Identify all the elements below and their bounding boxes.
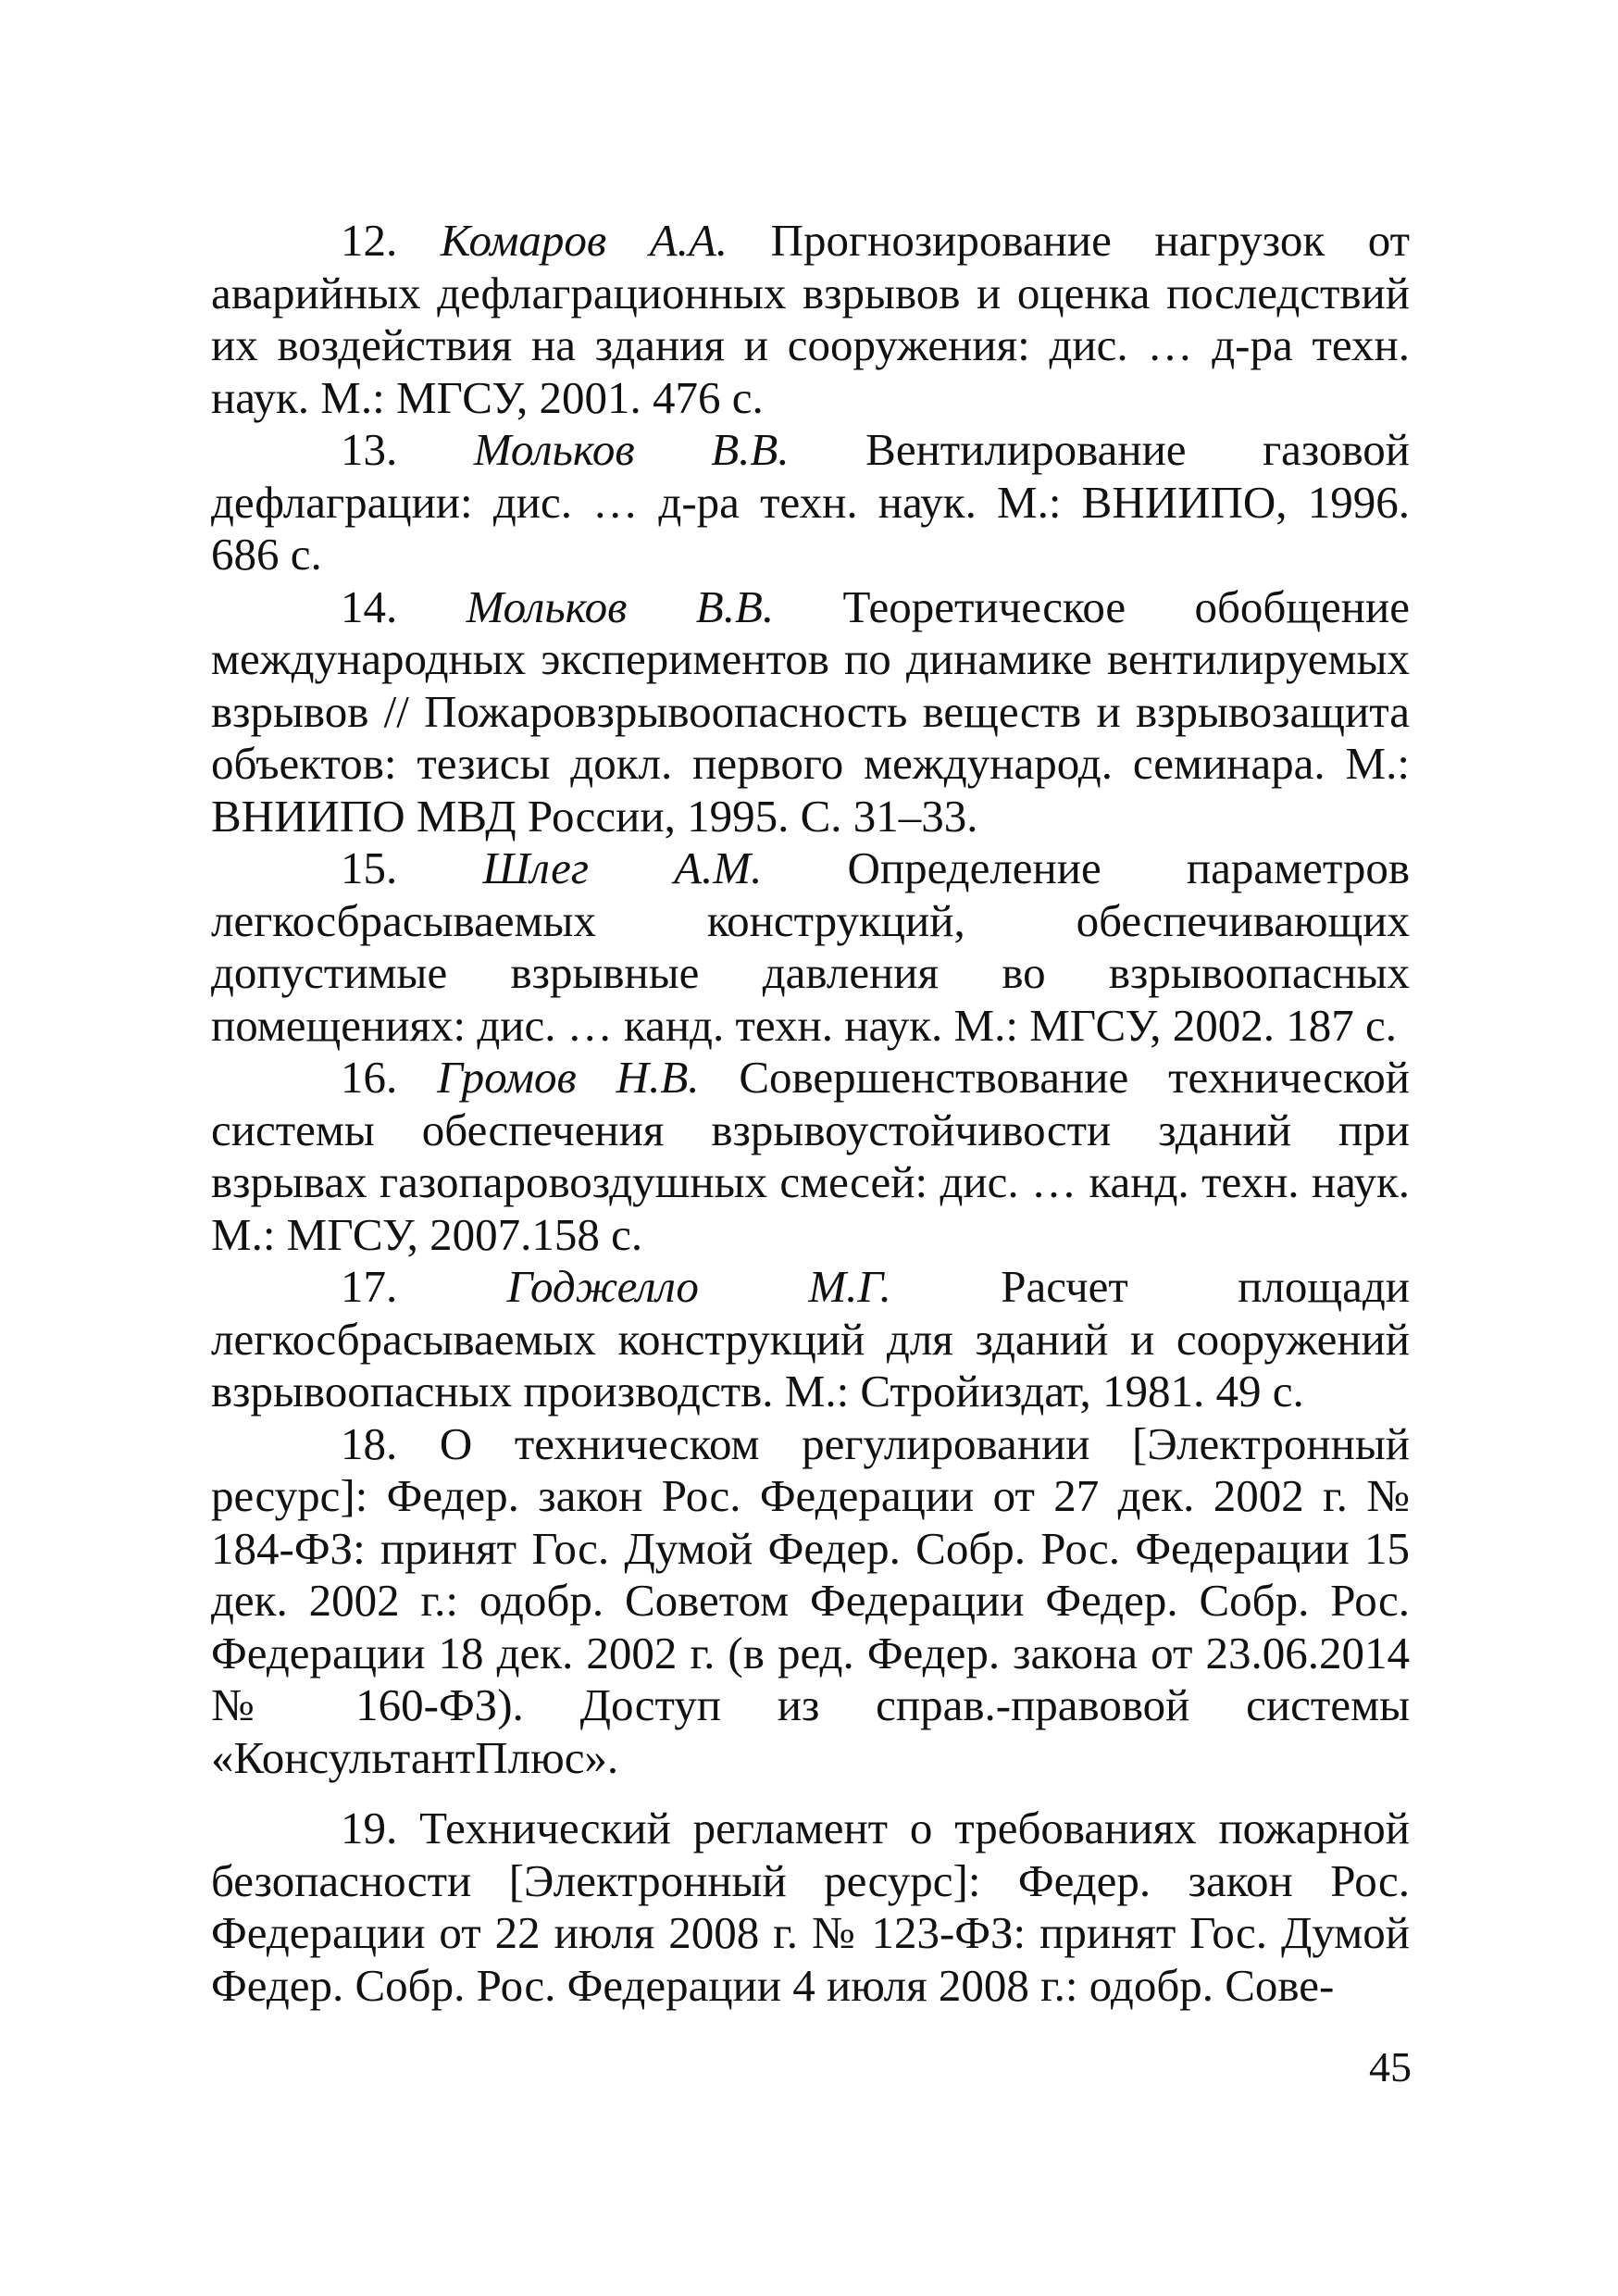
reference-item-14 — [211, 581, 1410, 843]
reference-text: Определение параметров легкосбрасываемых конструкций, обеспечивающих допустимые взрывные давления во взрывоопасных помещениях: дис. … канд. техн. наук. М.: МГСУ, 2002. 187 с. — [211, 842, 1411, 1051]
reference-number: 14. — [341, 580, 398, 632]
reference-number: 16. — [341, 1052, 398, 1103]
reference-text: Прогнозирование нагрузок от аварийных дефлаграционных взрывов и оценка последствий их воздействия на здания и сооружения: дис. … д-ра техн. наук. М.: МГСУ, 2001. 476 с. — [211, 215, 1410, 423]
reference-number: 15. — [341, 842, 398, 893]
reference-item-15 — [211, 842, 1410, 1052]
reference-number: 18. — [341, 1417, 398, 1469]
reference-number: 13. — [341, 424, 398, 475]
reference-author: Комаров А.А. — [440, 215, 728, 266]
reference-item-17 — [211, 1261, 1410, 1418]
reference-text: О техническом регулировании [Электронный ресурс]: Федер. закон Рос. Федерации от 27 дек. 2002 г. № 184-ФЗ: принят Гос. Думой Федер. Собр. Рос. Федерации 15 дек. 2002 г.: одобр. Советом Федерации Федер. Собр. Рос. Федерации 18 дек. 2002 г. (в ред. Федер. закона от 23.06.2014 № 160-ФЗ). Доступ из справ.-правовой системы «КонсультантПлюс». — [211, 1417, 1411, 1783]
reference-item-12 — [211, 215, 1410, 424]
page-number: 45 — [1369, 2043, 1412, 2090]
reference-item-13 — [211, 424, 1410, 581]
reference-item-19 — [211, 1803, 1410, 2012]
reference-text: Технический регламент о требованиях пожарной безопасности [Электронный ресурс]: Федер. закон Рос. Федерации от 22 июля 2008 г. № 123-ФЗ: принят Гос. Думой Федер. Собр. Рос. Федерации 4 июля 2008 г.: одобр. Сове- — [211, 1803, 1411, 2011]
reference-text: Теоретическое обобщение международных экспериментов по динамике вентилируемых взрывов // Пожаровзрывоопасность веществ и взрывозащита объектов: тезисы докл. первого международ. семинара. М.: ВНИИПО МВД России, 1995. С. 31–33. — [211, 580, 1411, 842]
reference-number: 17. — [341, 1261, 398, 1312]
reference-item-16 — [211, 1052, 1410, 1261]
reference-text: Расчет площади легкосбрасываемых конструкций для зданий и сооружений взрывоопасных производств. М.: Стройиздат, 1981. 49 с. — [211, 1261, 1411, 1416]
reference-author: Мольков В.В. — [473, 424, 790, 475]
reference-list — [211, 215, 1410, 2012]
reference-item-18 — [211, 1418, 1410, 1785]
reference-author: Шлег А.М. — [482, 842, 763, 893]
reference-author: Годжелло М.Г. — [506, 1261, 891, 1312]
reference-author: Громов Н.В. — [437, 1052, 700, 1103]
reference-number: 19. — [341, 1803, 398, 1853]
reference-text: Вентилирование газовой дефлаграции: дис. … д-ра техн. наук. М.: ВНИИПО, 1996. 686 с. — [211, 424, 1411, 580]
reference-number: 12. — [341, 215, 398, 266]
reference-text: Совершенствование технической системы обеспечения взрывоустойчивости зданий при взрывах газопаровоздушных смесей: дис. … канд. техн. наук. М.: МГСУ, 2007.158 с. — [211, 1052, 1410, 1260]
reference-author: Мольков В.В. — [466, 580, 775, 632]
